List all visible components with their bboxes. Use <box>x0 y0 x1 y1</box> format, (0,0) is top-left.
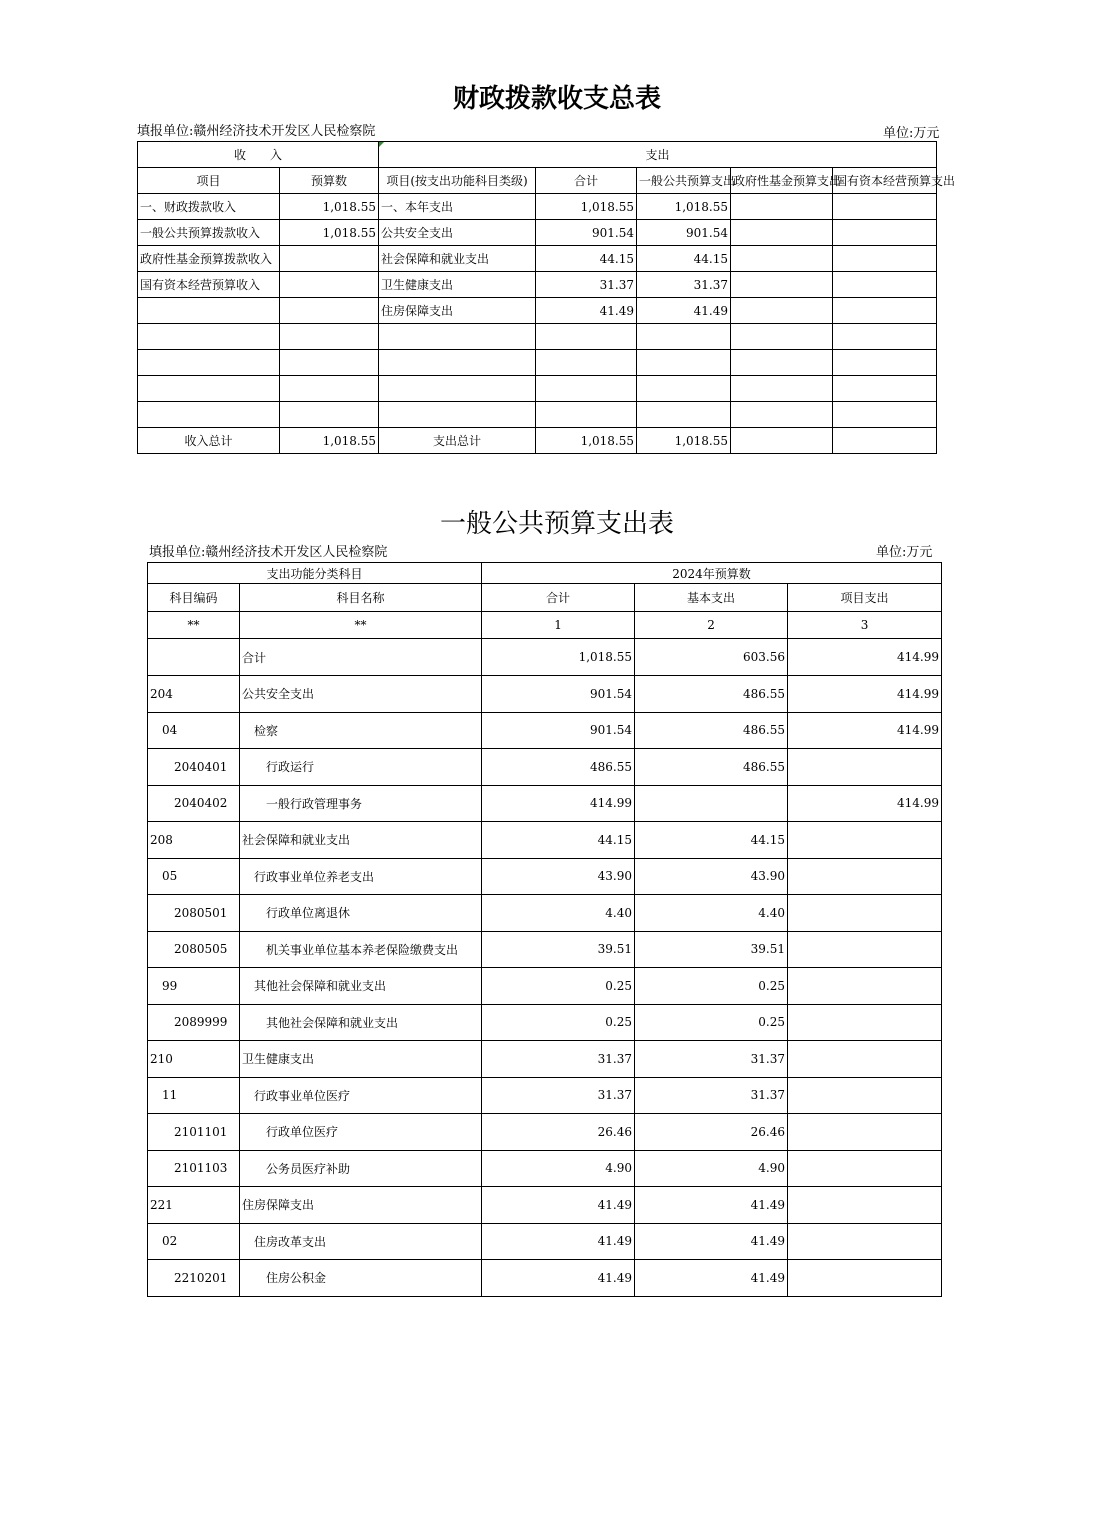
expense-total-state-capital <box>833 428 937 454</box>
row-project <box>788 1004 942 1041</box>
income-total-value: 1,018.55 <box>280 428 379 454</box>
expense-gov-fund <box>731 246 833 272</box>
row-code: 2080505 <box>148 931 240 968</box>
expense-item: 一、本年支出 <box>379 194 536 220</box>
expense-item: 公共安全支出 <box>379 220 536 246</box>
col-gov-fund: 政府性基金预算支出 <box>731 168 833 194</box>
expense-gov-fund <box>731 194 833 220</box>
expense-total: 1,018.55 <box>536 194 637 220</box>
empty-cell <box>637 402 731 428</box>
table-row <box>138 298 937 324</box>
empty-cell <box>536 324 637 350</box>
expense-state-capital <box>833 298 937 324</box>
col-exp-item: 项目(按支出功能科目类级) <box>379 168 536 194</box>
col-name: 科目名称 <box>240 584 482 612</box>
row-project <box>788 1260 942 1297</box>
row-basic: 486.55 <box>635 712 788 749</box>
fiscal-summary-table <box>137 141 956 454</box>
table-row <box>148 1223 942 1260</box>
row-basic: 41.49 <box>635 1260 788 1297</box>
table2-unit-left: 填报单位:赣州经济技术开发区人民检察院 <box>149 545 388 560</box>
table-row <box>148 712 942 749</box>
row-basic: 4.90 <box>635 1150 788 1187</box>
row-basic: 0.25 <box>635 1004 788 1041</box>
row-project <box>788 858 942 895</box>
row-code: 11 <box>148 1077 240 1114</box>
table-row <box>148 968 942 1005</box>
row-project <box>788 1077 942 1114</box>
row-total: 0.25 <box>482 968 635 1005</box>
row-name: 检察 <box>240 712 482 749</box>
empty-cell <box>536 350 637 376</box>
empty-cell <box>731 402 833 428</box>
income-value <box>280 246 379 272</box>
row-code: 210 <box>148 1041 240 1078</box>
row-code: 204 <box>148 676 240 713</box>
table-row <box>148 1004 942 1041</box>
idx-project: 3 <box>788 612 942 639</box>
empty-cell <box>833 402 937 428</box>
empty-cell <box>536 402 637 428</box>
row-basic: 31.37 <box>635 1041 788 1078</box>
expense-total-value: 1,018.55 <box>536 428 637 454</box>
row-basic: 41.49 <box>635 1223 788 1260</box>
empty-cell <box>833 376 937 402</box>
row-basic: 4.40 <box>635 895 788 932</box>
row-project <box>788 895 942 932</box>
row-code: 04 <box>148 712 240 749</box>
empty-cell <box>138 350 280 376</box>
expense-total-general: 1,018.55 <box>637 428 731 454</box>
row-total: 1,018.55 <box>482 639 635 676</box>
row-basic <box>635 785 788 822</box>
empty-cell <box>280 324 379 350</box>
row-project <box>788 1187 942 1224</box>
expense-gov-fund <box>731 220 833 246</box>
table-row <box>148 895 942 932</box>
row-project: 414.99 <box>788 676 942 713</box>
expense-state-capital <box>833 246 937 272</box>
row-project: 414.99 <box>788 639 942 676</box>
row-name: 一般行政管理事务 <box>240 785 482 822</box>
empty-row <box>138 376 937 402</box>
row-project: 414.99 <box>788 785 942 822</box>
general-budget-expense-table <box>147 562 942 1297</box>
expense-general: 41.49 <box>637 298 731 324</box>
empty-cell <box>379 350 536 376</box>
row-name: 其他社会保障和就业支出 <box>240 968 482 1005</box>
col-budget: 预算数 <box>280 168 379 194</box>
row-name: 公共安全支出 <box>240 676 482 713</box>
expense-total: 901.54 <box>536 220 637 246</box>
idx-name: ** <box>240 612 482 639</box>
header-category: 支出功能分类科目 <box>148 563 482 584</box>
row-name: 其他社会保障和就业支出 <box>240 1004 482 1041</box>
table-row <box>148 1187 942 1224</box>
row-basic: 26.46 <box>635 1114 788 1151</box>
row-name: 行政事业单位医疗 <box>240 1077 482 1114</box>
row-code: 99 <box>148 968 240 1005</box>
empty-cell <box>138 376 280 402</box>
row-name: 行政单位医疗 <box>240 1114 482 1151</box>
row-total: 31.37 <box>482 1041 635 1078</box>
row-code: 2040402 <box>148 785 240 822</box>
table1-title: 财政拨款收支总表 <box>452 84 661 114</box>
row-total: 901.54 <box>482 712 635 749</box>
col-item: 项目 <box>138 168 280 194</box>
row-name: 住房改革支出 <box>240 1223 482 1260</box>
row-name: 合计 <box>240 639 482 676</box>
income-value: 1,018.55 <box>280 220 379 246</box>
income-value <box>280 298 379 324</box>
row-name: 机关事业单位基本养老保险缴费支出 <box>240 931 482 968</box>
empty-cell <box>833 324 937 350</box>
row-project <box>788 968 942 1005</box>
col-state-capital: 国有资本经营预算支出 <box>833 168 937 194</box>
table-row <box>148 1114 942 1151</box>
empty-cell <box>379 376 536 402</box>
income-item: 一般公共预算拨款收入 <box>138 220 280 246</box>
table-row <box>148 1150 942 1187</box>
row-code: 208 <box>148 822 240 859</box>
row-name: 社会保障和就业支出 <box>240 822 482 859</box>
income-item: 一、财政拨款收入 <box>138 194 280 220</box>
row-total: 41.49 <box>482 1260 635 1297</box>
table-row <box>148 785 942 822</box>
table-row <box>148 858 942 895</box>
expense-general: 44.15 <box>637 246 731 272</box>
row-code: 2089999 <box>148 1004 240 1041</box>
row-code: 2040401 <box>148 749 240 786</box>
row-name: 行政单位离退休 <box>240 895 482 932</box>
expense-total: 41.49 <box>536 298 637 324</box>
row-basic: 603.56 <box>635 639 788 676</box>
row-code: 05 <box>148 858 240 895</box>
empty-row <box>138 350 937 376</box>
row-project <box>788 749 942 786</box>
table2-title: 一般公共预算支出表 <box>439 509 674 539</box>
expense-gov-fund <box>731 272 833 298</box>
row-total: 414.99 <box>482 785 635 822</box>
expense-item: 住房保障支出 <box>379 298 536 324</box>
table-row <box>148 1260 942 1297</box>
empty-cell <box>280 402 379 428</box>
row-total: 41.49 <box>482 1223 635 1260</box>
expense-state-capital <box>833 194 937 220</box>
table-row <box>138 272 937 298</box>
empty-row <box>138 324 937 350</box>
expense-total-gov-fund <box>731 428 833 454</box>
idx-code: ** <box>148 612 240 639</box>
row-total: 4.40 <box>482 895 635 932</box>
empty-cell <box>731 350 833 376</box>
col-basic: 基本支出 <box>635 584 788 612</box>
income-total-label: 收入总计 <box>138 428 280 454</box>
row-name: 行政运行 <box>240 749 482 786</box>
row-basic: 41.49 <box>635 1187 788 1224</box>
expense-total: 44.15 <box>536 246 637 272</box>
row-project: 414.99 <box>788 712 942 749</box>
table-row <box>148 822 942 859</box>
empty-cell <box>731 376 833 402</box>
table2-unit-right: 单位:万元 <box>876 545 933 560</box>
expense-general: 901.54 <box>637 220 731 246</box>
row-name: 卫生健康支出 <box>240 1041 482 1078</box>
empty-cell <box>637 324 731 350</box>
row-basic: 0.25 <box>635 968 788 1005</box>
row-code: 2101103 <box>148 1150 240 1187</box>
header-income: 收 入 <box>138 142 379 168</box>
row-basic: 43.90 <box>635 858 788 895</box>
expense-total: 31.37 <box>536 272 637 298</box>
row-project <box>788 1223 942 1260</box>
row-basic: 39.51 <box>635 931 788 968</box>
row-basic: 31.37 <box>635 1077 788 1114</box>
table-row <box>148 749 942 786</box>
empty-cell <box>379 324 536 350</box>
row-code: 02 <box>148 1223 240 1260</box>
row-basic: 486.55 <box>635 676 788 713</box>
expense-item: 社会保障和就业支出 <box>379 246 536 272</box>
income-item: 政府性基金预算拨款收入 <box>138 246 280 272</box>
expense-general: 31.37 <box>637 272 731 298</box>
table1-unit-left: 填报单位:赣州经济技术开发区人民检察院 <box>137 124 376 139</box>
row-name: 公务员医疗补助 <box>240 1150 482 1187</box>
row-code: 221 <box>148 1187 240 1224</box>
totals-row <box>138 428 937 454</box>
income-item: 国有资本经营预算收入 <box>138 272 280 298</box>
empty-cell <box>833 350 937 376</box>
income-value: 1,018.55 <box>280 194 379 220</box>
row-project <box>788 1114 942 1151</box>
row-total: 31.37 <box>482 1077 635 1114</box>
row-code: 2210201 <box>148 1260 240 1297</box>
col-general: 一般公共预算支出 <box>637 168 731 194</box>
col-total: 合计 <box>482 584 635 612</box>
empty-cell <box>138 324 280 350</box>
idx-basic: 2 <box>635 612 788 639</box>
row-name: 住房公积金 <box>240 1260 482 1297</box>
row-project <box>788 822 942 859</box>
row-name: 住房保障支出 <box>240 1187 482 1224</box>
table-row <box>148 1041 942 1078</box>
empty-cell <box>637 350 731 376</box>
empty-cell <box>138 402 280 428</box>
row-total: 39.51 <box>482 931 635 968</box>
row-project <box>788 931 942 968</box>
expense-state-capital <box>833 220 937 246</box>
empty-cell <box>637 376 731 402</box>
expense-general: 1,018.55 <box>637 194 731 220</box>
expense-item: 卫生健康支出 <box>379 272 536 298</box>
row-total: 41.49 <box>482 1187 635 1224</box>
row-basic: 44.15 <box>635 822 788 859</box>
empty-row <box>138 402 937 428</box>
empty-cell <box>536 376 637 402</box>
row-name: 行政事业单位养老支出 <box>240 858 482 895</box>
row-total: 4.90 <box>482 1150 635 1187</box>
row-project <box>788 1041 942 1078</box>
row-total: 486.55 <box>482 749 635 786</box>
empty-cell <box>731 324 833 350</box>
row-basic: 486.55 <box>635 749 788 786</box>
table-row <box>148 1077 942 1114</box>
row-total: 43.90 <box>482 858 635 895</box>
expense-total-label: 支出总计 <box>379 428 536 454</box>
empty-cell <box>379 402 536 428</box>
row-total: 26.46 <box>482 1114 635 1151</box>
row-total: 901.54 <box>482 676 635 713</box>
income-value <box>280 272 379 298</box>
table-row <box>138 246 937 272</box>
expense-gov-fund <box>731 298 833 324</box>
row-code: 2101101 <box>148 1114 240 1151</box>
col-code: 科目编码 <box>148 584 240 612</box>
col-project: 项目支出 <box>788 584 942 612</box>
expense-state-capital <box>833 272 937 298</box>
table-row <box>148 931 942 968</box>
row-total: 0.25 <box>482 1004 635 1041</box>
table-row <box>148 639 942 676</box>
idx-total: 1 <box>482 612 635 639</box>
row-code: 2080501 <box>148 895 240 932</box>
empty-cell <box>280 350 379 376</box>
col-total: 合计 <box>536 168 637 194</box>
table-row <box>138 220 937 246</box>
header-year: 2024年预算数 <box>482 563 942 584</box>
income-item <box>138 298 280 324</box>
table-row <box>138 194 937 220</box>
empty-cell <box>280 376 379 402</box>
row-project <box>788 1150 942 1187</box>
row-code <box>148 639 240 676</box>
row-total: 44.15 <box>482 822 635 859</box>
table1-unit-right: 单位:万元 <box>883 126 940 141</box>
header-expense: 支出 <box>379 142 937 168</box>
table-row <box>148 676 942 713</box>
